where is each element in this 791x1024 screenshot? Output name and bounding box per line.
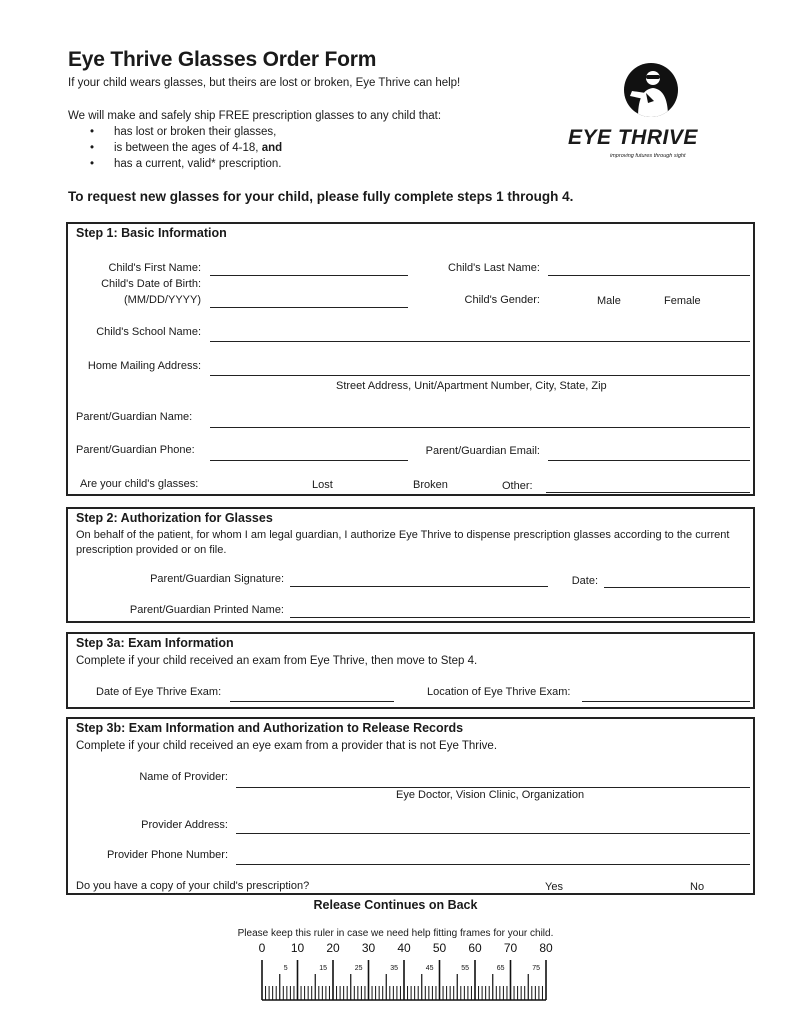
request-instructions: To request new glasses for your child, please fully complete steps 1 through 4. bbox=[68, 189, 574, 204]
guardian-name-field[interactable] bbox=[210, 427, 750, 428]
school-label: Child's School Name: bbox=[96, 326, 201, 338]
last-name-field[interactable] bbox=[548, 275, 750, 276]
date-label: Date: bbox=[571, 575, 598, 587]
guardian-email-label: Parent/Guardian Email: bbox=[425, 445, 540, 457]
school-field[interactable] bbox=[210, 341, 750, 342]
dob-format-label: (MM/DD/YYYY) bbox=[124, 294, 201, 306]
eligibility-item: • has lost or broken their glasses, bbox=[90, 124, 282, 140]
release-continues-note: Release Continues on Back bbox=[313, 898, 478, 912]
ruler-major-label: 40 bbox=[397, 941, 411, 955]
fitting-ruler bbox=[240, 938, 560, 1004]
guardian-phone-field[interactable] bbox=[210, 460, 408, 461]
step3a-title: Step 3a: Exam Information bbox=[76, 636, 234, 650]
prescription-copy-question: Do you have a copy of your child's prescription? bbox=[76, 880, 310, 892]
ruler-minor-label: 25 bbox=[354, 965, 363, 972]
intro-line-2: We will make and safely ship FREE prescription glasses to any child that: bbox=[68, 110, 442, 122]
form-title: Eye Thrive Glasses Order Form bbox=[68, 48, 377, 71]
step1-section bbox=[66, 222, 755, 496]
gender-female-option[interactable]: Female bbox=[664, 295, 701, 307]
gender-label: Child's Gender: bbox=[464, 294, 540, 306]
ruler-minor-label: 65 bbox=[496, 965, 505, 972]
printed-name-field[interactable] bbox=[290, 617, 750, 618]
eye-thrive-logo-icon bbox=[624, 63, 678, 117]
eligibility-item: • has a current, valid* prescription. bbox=[90, 156, 282, 172]
provider-phone-field[interactable] bbox=[236, 864, 750, 865]
exam-date-field[interactable] bbox=[230, 701, 394, 702]
ruler-minor-label: 75 bbox=[532, 965, 541, 972]
provider-name-hint: Eye Doctor, Vision Clinic, Organization bbox=[396, 789, 585, 801]
glasses-other-field[interactable] bbox=[546, 492, 750, 493]
exam-location-field[interactable] bbox=[582, 701, 750, 702]
step3b-description: Complete if your child received an eye exam from a provider that is not Eye Thrive. bbox=[76, 740, 498, 752]
provider-name-field[interactable] bbox=[236, 787, 750, 788]
prescription-no-option[interactable]: No bbox=[690, 881, 705, 893]
provider-name-label: Name of Provider: bbox=[139, 771, 228, 783]
glasses-question: Are your child's glasses: bbox=[80, 478, 199, 490]
prescription-yes-option[interactable]: Yes bbox=[545, 881, 563, 893]
ruler-major-label: 80 bbox=[539, 941, 553, 955]
ruler-major-label: 10 bbox=[290, 941, 305, 955]
provider-phone-label: Provider Phone Number: bbox=[106, 849, 228, 861]
ruler-minor-label: 55 bbox=[461, 965, 470, 972]
address-hint: Street Address, Unit/Apartment Number, City, State, Zip bbox=[336, 380, 607, 392]
guardian-phone-label: Parent/Guardian Phone: bbox=[76, 444, 195, 456]
first-name-field[interactable] bbox=[210, 275, 408, 276]
first-name-label: Child's First Name: bbox=[108, 262, 201, 274]
guardian-email-field[interactable] bbox=[548, 460, 750, 461]
logo-tagline: improving futures through sight bbox=[610, 153, 686, 159]
step3b-title: Step 3b: Exam Information and Authorization to Release Records bbox=[76, 721, 464, 735]
eligibility-item: • is between the ages of 4-18, and bbox=[90, 140, 282, 156]
exam-location-label: Location of Eye Thrive Exam: bbox=[427, 686, 571, 698]
ruler-instructions: Please keep this ruler in case we need help fitting frames for your child. bbox=[237, 928, 554, 939]
eligibility-list bbox=[90, 124, 282, 172]
step3a-description: Complete if your child received an exam from Eye Thrive, then move to Step 4. bbox=[76, 655, 478, 667]
step2-description: On behalf of the patient, for whom I am legal guardian, I authorize Eye Thrive to dispense prescription glasses according to the current prescription provided or on file. bbox=[76, 529, 730, 556]
step2-section bbox=[66, 507, 755, 623]
ruler-major-label: 70 bbox=[503, 941, 518, 955]
ruler-major-label: 20 bbox=[326, 941, 340, 955]
ruler-major-label: 50 bbox=[432, 941, 447, 955]
date-field[interactable] bbox=[604, 587, 750, 588]
printed-name-label: Parent/Guardian Printed Name: bbox=[129, 604, 284, 616]
ruler-minor-label: 35 bbox=[390, 965, 399, 972]
provider-address-label: Provider Address: bbox=[141, 819, 228, 831]
ruler-minor-label: 15 bbox=[319, 965, 328, 972]
ruler-major-label: 60 bbox=[468, 941, 482, 955]
step3b-section bbox=[66, 717, 755, 895]
ruler-minor-label: 5 bbox=[283, 965, 288, 972]
signature-label: Parent/Guardian Signature: bbox=[150, 573, 284, 585]
glasses-broken-option[interactable]: Broken bbox=[413, 479, 448, 491]
ruler-major-label: 30 bbox=[361, 941, 376, 955]
dob-field[interactable] bbox=[210, 307, 408, 308]
last-name-label: Child's Last Name: bbox=[448, 262, 540, 274]
step1-title: Step 1: Basic Information bbox=[76, 226, 227, 240]
guardian-name-label: Parent/Guardian Name: bbox=[76, 411, 193, 423]
ruler-minor-label: 45 bbox=[425, 965, 434, 972]
address-field[interactable] bbox=[210, 375, 750, 376]
address-label: Home Mailing Address: bbox=[87, 360, 201, 372]
dob-label: Child's Date of Birth: bbox=[101, 278, 201, 290]
gender-male-option[interactable]: Male bbox=[597, 295, 621, 307]
glasses-other-label: Other: bbox=[502, 480, 533, 492]
logo-brand-text: EYE THRIVE bbox=[568, 126, 698, 149]
step2-title: Step 2: Authorization for Glasses bbox=[76, 511, 273, 525]
glasses-lost-option[interactable]: Lost bbox=[312, 479, 333, 491]
step3a-section bbox=[66, 632, 755, 709]
intro-line-1: If your child wears glasses, but theirs are lost or broken, Eye Thrive can help! bbox=[68, 77, 461, 89]
signature-field[interactable] bbox=[290, 586, 548, 587]
provider-address-field[interactable] bbox=[236, 833, 750, 834]
ruler-major-label: 0 bbox=[258, 941, 266, 955]
exam-date-label: Date of Eye Thrive Exam: bbox=[96, 686, 222, 698]
